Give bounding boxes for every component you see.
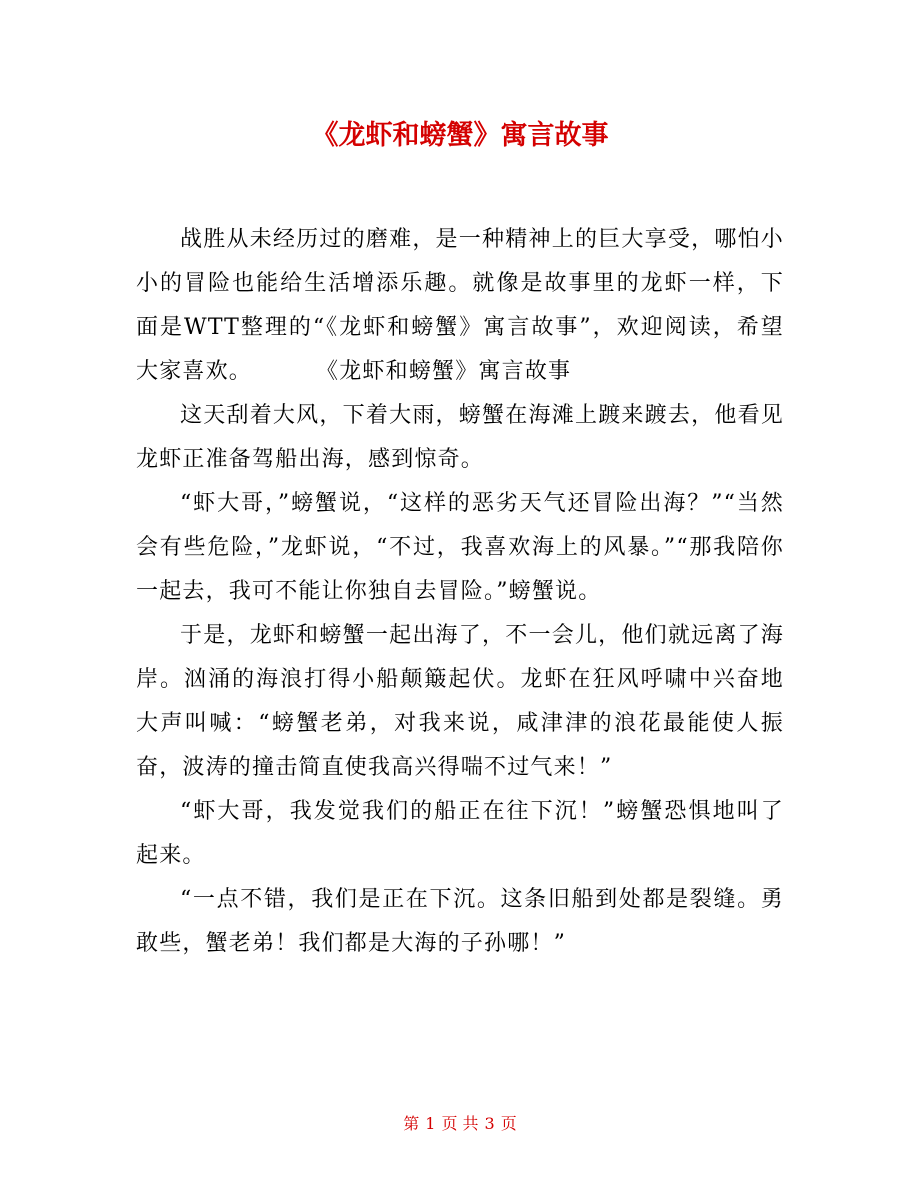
footer-suffix: 页 [500, 1114, 517, 1133]
total-pages-number: 3 [484, 1114, 495, 1133]
intro-paragraph [136, 218, 784, 394]
page-title: 《龙虾和螃蟹》寓言故事 [311, 120, 609, 151]
story-paragraph-1: 这天刮着大风，下着大雨，螃蟹在海滩上踱来踱去，他看见龙虾正准备驾船出海，感到惊奇。 [136, 403, 784, 472]
story-paragraph-2: “虾大哥，”螃蟹说，“这样的恶劣天气还冒险出海？”“当然会有些危险，”龙虾说，“不过，我喜欢海上的风暴。”“那我陪你一起去，我可不能让你独自去冒险。”螃蟹说。 [136, 491, 784, 604]
story-paragraph-4: “虾大哥，我发觉我们的船正在往下沉！”螃蟹恐惧地叫了起来。 [136, 799, 784, 868]
story-paragraph-3: 于是，龙虾和螃蟹一起出海了，不一会儿，他们就远离了海岸。汹涌的海浪打得小船颠簸起伏。龙虾在狂风呼啸中兴奋地大声叫喊：“螃蟹老弟，对我来说，咸津津的浪花最能使人振奋，波涛的撞击简直使我高兴得喘不过气来！” [136, 623, 784, 780]
document-body [136, 218, 784, 966]
footer-prefix: 第 [403, 1114, 420, 1133]
current-page-number: 1 [425, 1114, 436, 1133]
intro-text: 战胜从未经历过的磨难，是一种精神上的巨大享受，哪怕小小的冒险也能给生活增添乐趣。就像是故事里的龙虾一样，下面是WTT整理的“《龙虾和螃蟹》寓言故事”，欢迎阅读，希望大家喜欢。 [136, 227, 784, 384]
footer-mid: 页 共 [441, 1114, 479, 1133]
story-paragraph-5: “一点不错，我们是正在下沉。这条旧船到处都是裂缝。勇敢些，蟹老弟！我们都是大海的子孙哪！” [136, 887, 784, 956]
intro-heading: 《龙虾和螃蟹》寓言故事 [316, 359, 572, 384]
page-number-footer [0, 1112, 920, 1136]
